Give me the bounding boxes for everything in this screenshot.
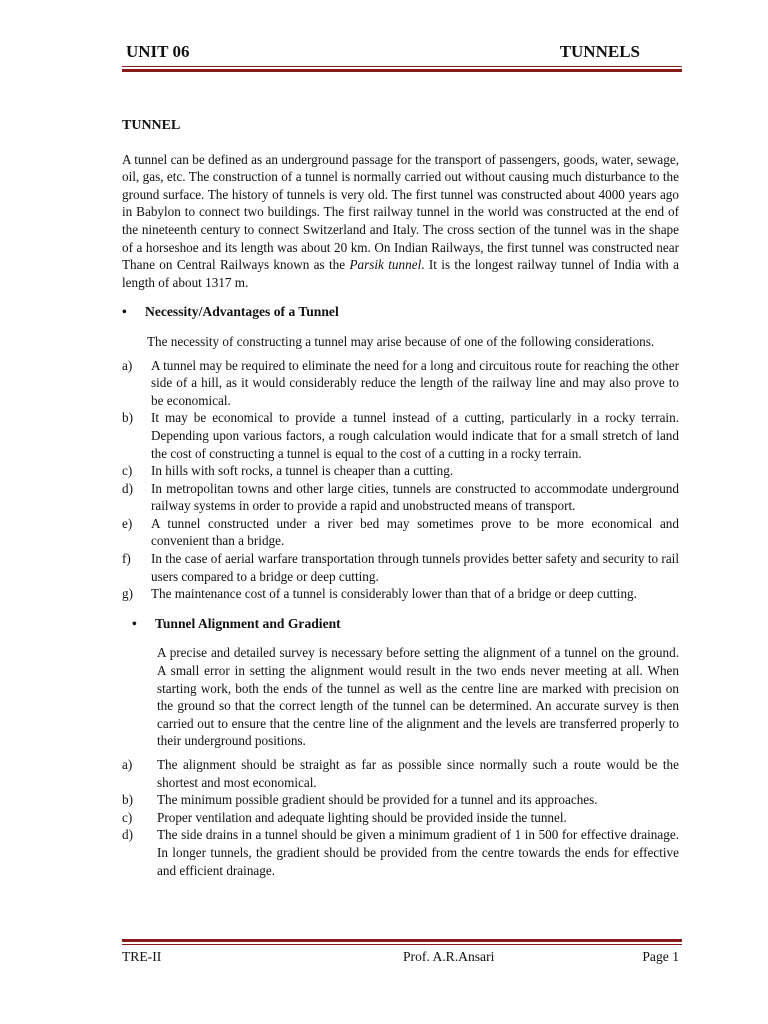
page-number: Page 1 <box>642 949 679 964</box>
alignment-heading <box>122 615 679 633</box>
list-item <box>122 585 679 603</box>
intro-paragraph <box>122 151 679 292</box>
list-item-text: It may be economical to provide a tunnel instead of a cutting, particularly in a rocky terrain. Depending upon various factors, a rough calculation would indicate that for a small stretch of land the cost of constructing a tunnel is equal to the cost of a cutting in a rocky terrain. <box>151 410 679 461</box>
bullet-icon: • <box>132 615 137 631</box>
list-marker: a) <box>122 757 133 772</box>
necessity-heading-text: Necessity/Advantages of a Tunnel <box>145 304 339 320</box>
list-marker: c) <box>122 809 133 825</box>
footer-rule <box>122 939 682 945</box>
necessity-lead: The necessity of constructing a tunnel may arise because of one of the following considerations. <box>147 333 655 349</box>
list-item-text: The maintenance cost of a tunnel is considerably lower than that of a bridge or deep cutting. <box>151 586 637 602</box>
list-item <box>122 826 679 879</box>
list-marker: g) <box>122 586 133 602</box>
necessity-section <box>122 303 679 603</box>
list-item-text: A tunnel constructed under a river bed may sometimes prove to be more economical and convenient than a bridge. <box>151 515 679 549</box>
list-item-text: In the case of aerial warfare transportation through tunnels provides better safety and security to rail users compared to a bridge or deep cutting. <box>151 551 679 584</box>
list-item-text: The minimum possible gradient should be provided for a tunnel and its approaches. <box>157 792 598 808</box>
list-item <box>122 357 679 410</box>
intro-text-end: . It is the longest railway tunnel of India with a length of about 1317 m. <box>122 257 679 290</box>
list-marker: c) <box>122 463 133 479</box>
list-marker: e) <box>122 515 133 531</box>
section-title: TUNNEL <box>122 118 181 133</box>
author-name: Prof. A.R.Ansari <box>403 949 495 964</box>
course-code: TRE-II <box>122 949 162 964</box>
list-item-text: In metropolitan towns and other large cities, tunnels are constructed to accommodate underground railway systems in order to provide a rapid and unobstructed means of transport. <box>151 480 679 514</box>
intro-text-start: A tunnel can be defined as an underground passage for the transport of passengers, goods, water, sewage, oil, gas, etc. The construction of a tunnel is normally carried out without causing much disturbance to the ground surface. The history of tunnels is very old. The first tunnel was constructed about 4000 years ago in Babylon to connect two buildings. The first railway tunnel in the world was constructed at the end of the nineteenth century to connect Switzerland and Italy. The cross section of the tunnel was in the shape of a horseshoe and its length was about 20 km. On Indian Railways, the first tunnel was constructed near Thane on Central Railways known as the <box>122 151 679 273</box>
necessity-list <box>122 357 679 603</box>
list-item-text: In hills with soft rocks, a tunnel is cheaper than a cutting. <box>151 463 454 479</box>
alignment-list <box>122 756 679 879</box>
bullet-icon: • <box>122 304 127 320</box>
header-rule <box>122 66 682 72</box>
page-body <box>122 117 679 879</box>
page-header <box>126 42 682 66</box>
list-item <box>122 515 679 550</box>
list-marker: a) <box>122 357 133 373</box>
list-item-text: A tunnel may be required to eliminate the need for a long and circuitous route for reaching the other side of a hill, as it would considerably reduce the length of the railway line and may also prove to be economical. <box>151 357 679 408</box>
list-item <box>122 809 679 827</box>
list-marker: f) <box>122 551 131 567</box>
list-item-text: The alignment should be straight as far as possible since normally such a route would be the shortest and most economical. <box>157 757 679 790</box>
list-item <box>122 791 679 809</box>
list-marker: d) <box>122 480 133 496</box>
list-item <box>122 550 679 585</box>
list-item <box>122 480 679 515</box>
list-item-text: Proper ventilation and adequate lighting should be provided inside the tunnel. <box>157 809 567 825</box>
list-marker: b) <box>122 792 133 808</box>
list-item <box>122 409 679 462</box>
alignment-section <box>122 615 679 879</box>
intro-italic-term: Parsik tunnel <box>349 257 422 273</box>
list-item-text: The side drains in a tunnel should be given a minimum gradient of 1 in 500 for effective drainage. In longer tunnels, the gradient should be provided from the centre towards the ends for effective and efficient drainage. <box>157 827 679 878</box>
list-item <box>122 462 679 480</box>
unit-label: UNIT 06 <box>126 42 190 61</box>
list-marker: d) <box>122 827 133 843</box>
alignment-heading-text: Tunnel Alignment and Gradient <box>155 615 341 631</box>
list-marker: b) <box>122 410 133 426</box>
chapter-title: TUNNELS <box>559 42 640 61</box>
necessity-heading <box>122 303 679 321</box>
list-item <box>122 756 679 791</box>
alignment-lead: A precise and detailed survey is necessary before setting the alignment of a tunnel on the ground. A small error in setting the alignment would result in the two ends never meeting at all. When starting work, both the ends of the tunnel as well as the centre line are marked with precision on the ground so that the correct length of the tunnel can be determined. An accurate survey is then carried out to ensure that the centre line of the alignment and the levels are transferred properly to their underground positions. <box>157 645 679 749</box>
